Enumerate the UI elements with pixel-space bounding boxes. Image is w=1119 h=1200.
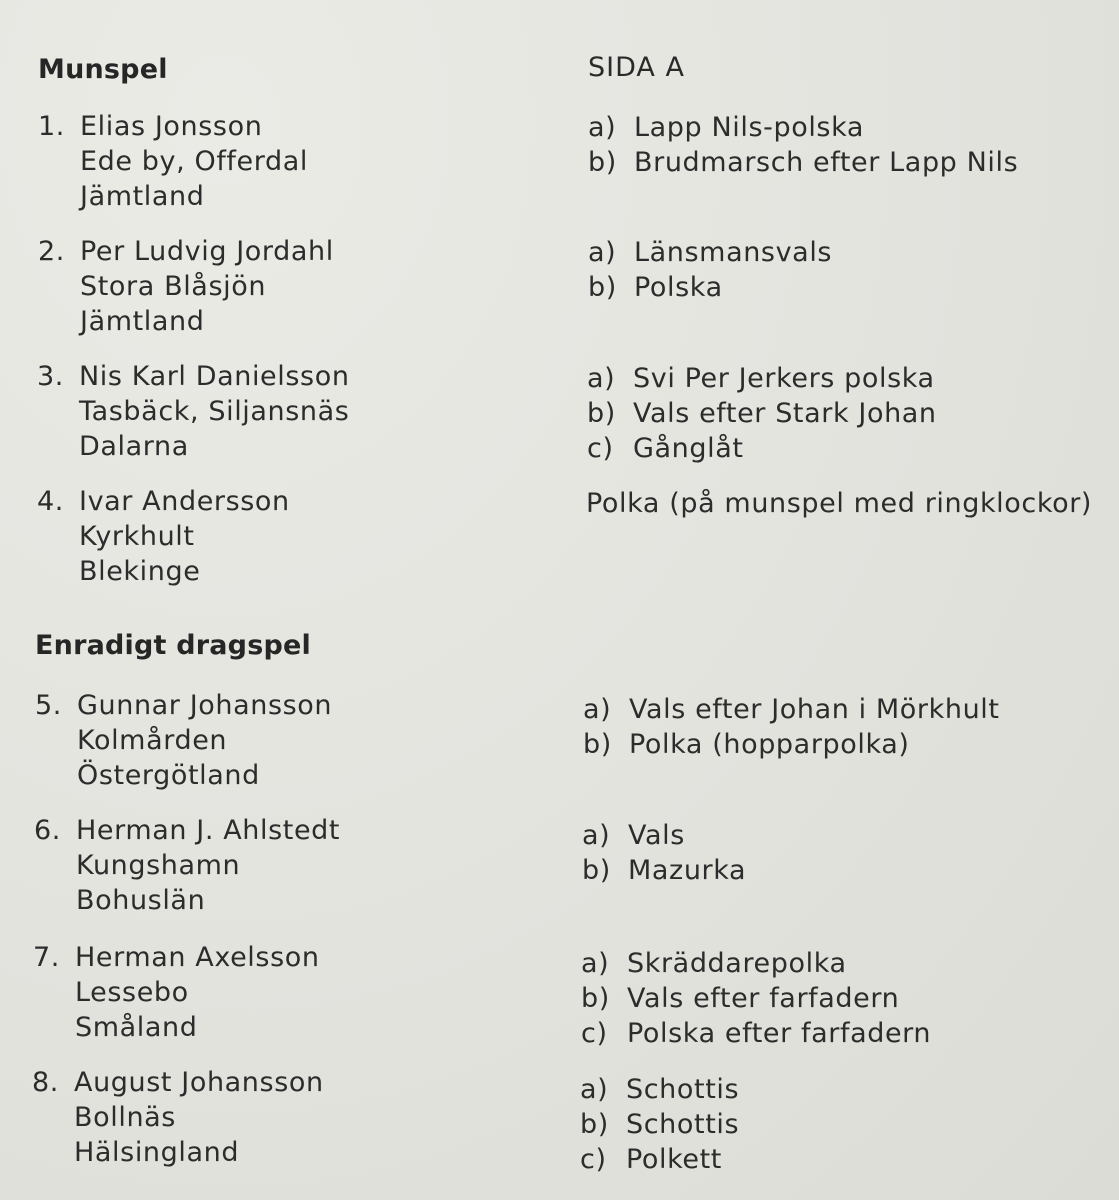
performer-region: Dalarna <box>79 431 189 462</box>
tune-item <box>581 946 931 981</box>
single-tune-4: Polka (på munspel med ringklockor) <box>586 488 1093 519</box>
entry-number: 5. <box>35 690 62 721</box>
performer-region: Bohuslän <box>76 885 206 916</box>
tune-letter: b) <box>582 855 611 886</box>
tune-title: Gånglåt <box>633 433 744 464</box>
performer-region: Hälsingland <box>74 1137 240 1168</box>
tune-title: Polkett <box>626 1144 722 1175</box>
performer-8 <box>32 1065 324 1170</box>
tune-title: Schottis <box>626 1074 740 1105</box>
tune-letter: a) <box>588 237 617 268</box>
tune-title: Polska <box>634 272 723 303</box>
tunes-7 <box>581 946 931 1051</box>
tune-letter: a) <box>581 948 610 979</box>
performer-name: Elias Jonsson <box>80 111 263 142</box>
performer-name: August Johansson <box>74 1067 324 1098</box>
tune-item <box>588 110 1018 145</box>
tune-letter: b) <box>587 398 616 429</box>
tune-item <box>587 361 937 396</box>
tunes-6 <box>582 818 746 888</box>
tune-letter: b) <box>583 729 612 760</box>
tune-title: Polska efter farfadern <box>627 1018 932 1049</box>
tune-title: Polka (hopparpolka) <box>629 729 910 760</box>
tunes-3 <box>587 361 937 466</box>
section-heading-enradigt-dragspel: Enradigt dragspel <box>35 630 311 661</box>
performer-name: Per Ludvig Jordahl <box>80 236 334 267</box>
performer-place: Lessebo <box>75 977 189 1008</box>
tune-letter: a) <box>587 363 616 394</box>
performer-region: Jämtland <box>80 181 205 212</box>
tune-letter: b) <box>581 983 610 1014</box>
tune-title: Lapp Nils-polska <box>634 112 864 143</box>
tune-letter: b) <box>580 1109 609 1140</box>
tune-title: Vals efter farfadern <box>627 983 900 1014</box>
side-label: SIDA A <box>588 52 685 83</box>
performer-place: Stora Blåsjön <box>80 271 267 302</box>
performer-place: Tasbäck, Siljansnäs <box>79 396 350 427</box>
entry-number: 8. <box>32 1067 59 1098</box>
tune-title: Mazurka <box>628 855 747 886</box>
performer-name: Herman Axelsson <box>75 942 320 973</box>
tune-title: Schottis <box>626 1109 740 1140</box>
tune-item <box>588 235 832 270</box>
tune-letter: a) <box>582 820 611 851</box>
tune-item <box>582 818 746 853</box>
performer-region: Jämtland <box>80 306 205 337</box>
entry-number: 1. <box>38 111 65 142</box>
performer-4 <box>37 484 290 589</box>
performer-3 <box>37 359 350 464</box>
tune-item <box>583 727 1000 762</box>
entry-number: 4. <box>37 486 64 517</box>
performer-name: Nis Karl Danielsson <box>79 361 350 392</box>
tune-item <box>580 1142 739 1177</box>
performer-region: Småland <box>75 1012 198 1043</box>
entry-number: 7. <box>33 942 60 973</box>
tune-item <box>583 692 1000 727</box>
tune-letter: b) <box>588 147 617 178</box>
entry-number: 3. <box>37 361 64 392</box>
tune-letter: b) <box>588 272 617 303</box>
tune-title: Vals efter Stark Johan <box>633 398 937 429</box>
tune-letter: a) <box>588 112 617 143</box>
tune-item <box>582 853 746 888</box>
tune-title: Skräddarepolka <box>627 948 847 979</box>
performer-region: Blekinge <box>79 556 201 587</box>
tunes-2 <box>588 235 832 305</box>
tune-item <box>588 270 832 305</box>
tune-letter: a) <box>580 1074 609 1105</box>
tune-item <box>588 145 1018 180</box>
tune-letter: c) <box>580 1144 607 1175</box>
section-heading-munspel: Munspel <box>38 54 168 85</box>
tune-item <box>581 981 931 1016</box>
performer-place: Ede by, Offerdal <box>80 146 308 177</box>
tune-item <box>581 1016 931 1051</box>
tune-title: Länsmansvals <box>634 237 833 268</box>
tune-item <box>587 396 937 431</box>
performer-place: Bollnäs <box>74 1102 176 1133</box>
tune-title: Vals <box>628 820 685 851</box>
performer-name: Gunnar Johansson <box>77 690 333 721</box>
performer-place: Kyrkhult <box>79 521 195 552</box>
performer-name: Ivar Andersson <box>79 486 290 517</box>
tune-title: Brudmarsch efter Lapp Nils <box>634 147 1019 178</box>
performer-name: Herman J. Ahlstedt <box>76 815 341 846</box>
entry-number: 6. <box>34 815 61 846</box>
tunes-8 <box>580 1072 739 1177</box>
performer-place: Kungshamn <box>76 850 241 881</box>
tune-item <box>587 431 937 466</box>
performer-2 <box>38 234 334 339</box>
tune-letter: c) <box>581 1018 608 1049</box>
performer-place: Kolmården <box>77 725 228 756</box>
tunes-5 <box>583 692 1000 762</box>
performer-1 <box>38 109 308 214</box>
performer-6 <box>34 813 340 918</box>
tune-title: Vals efter Johan i Mörkhult <box>629 694 1000 725</box>
tune-title: Svi Per Jerkers polska <box>633 363 935 394</box>
entry-number: 2. <box>38 236 65 267</box>
tune-item <box>580 1072 739 1107</box>
tune-letter: c) <box>587 433 614 464</box>
performer-5 <box>35 688 332 793</box>
tune-letter: a) <box>583 694 612 725</box>
tunes-1 <box>588 110 1018 180</box>
performer-7 <box>33 940 320 1045</box>
tune-item <box>580 1107 739 1142</box>
performer-region: Östergötland <box>77 760 260 791</box>
